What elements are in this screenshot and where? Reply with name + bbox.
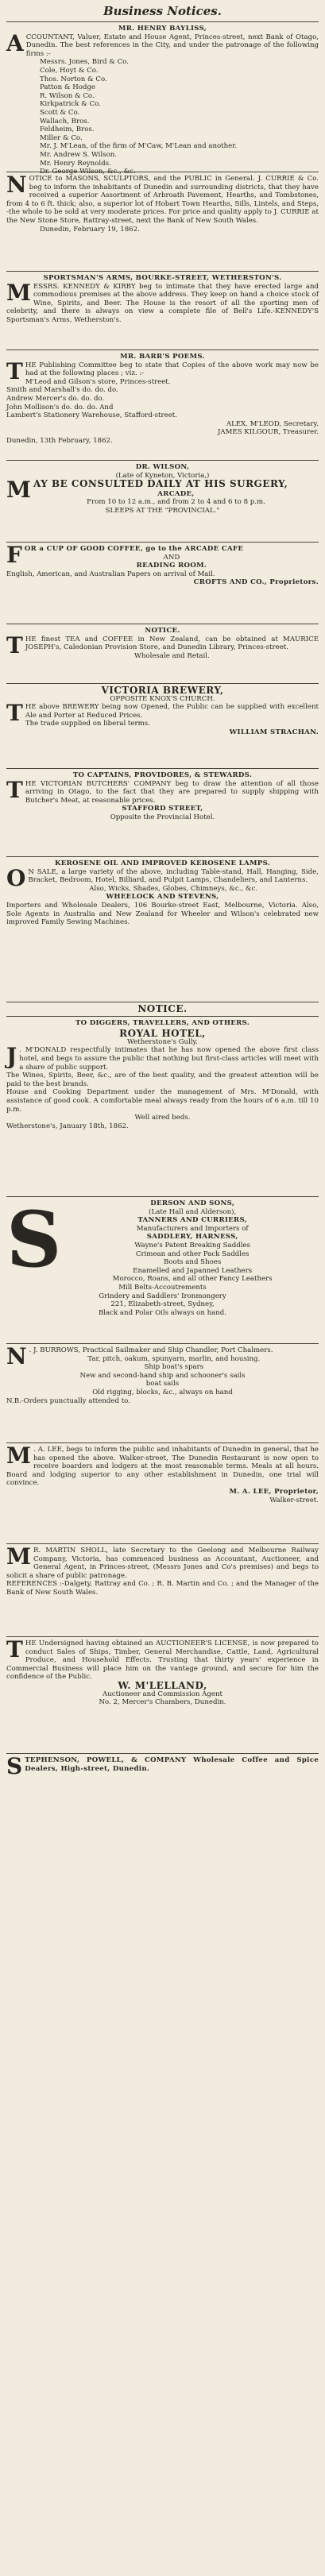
drop-cap: T [6, 700, 23, 727]
ad-hours: From 10 to 12 a.m., and from 2 to 4 and 6 to 8 p.m. [87, 498, 265, 507]
ad-body: HE Undersigned having obtained an AUCTIONEER'S LICENSE, is now prepared to conduct Sales of Ships, Timber, General Merchandise, Cattle, Land, Agricultural Produce, and Household Effects. Trusting that thirty years' experience in Commercial Business will place him on the vantage ground, and secure for him the confidence of the Public. [6, 1639, 319, 1682]
ad-body: OR a CUP OF GOOD COFFEE, go to the ARCADE CAFE [24, 545, 244, 553]
ad-list: Also, Wicks, Shades, Globes, Chimneys, &c., &c. [89, 884, 258, 893]
ad-burrows [6, 1343, 319, 1440]
divider [6, 21, 319, 22]
ad-references: REFERENCES :-Dalgety, Rattray and Co. ; R. B. Martin and Co. ; and the Manager of the Bank of New South Wales. [6, 1580, 319, 1597]
ad-line: Crimean and other Pack Saddles [135, 1249, 250, 1258]
signatory: W. M'LELLAND, [118, 1679, 207, 1691]
ad-subtitle: OPPOSITE KNOX'S CHURCH. [110, 694, 215, 703]
drop-cap: M [6, 1442, 31, 1469]
drop-cap: M [6, 477, 31, 504]
ad-location: No. 2, Mercer's Chambers, Dunedin. [99, 1698, 226, 1707]
list-item: boat sails [145, 1380, 180, 1388]
ad-victoria-brewery [6, 686, 319, 766]
ad-text: English, American, and Australian Papers on arrival of Mail. [6, 570, 215, 578]
ad-body: AY BE CONSULTED DAILY AT HIS SURGERY, [33, 478, 288, 490]
ad-place: ARCADE, [157, 489, 195, 498]
ad-body: . J. BURROWS, Practical Sailmaker and Ship Chandler, Port Chalmers. [29, 1346, 273, 1354]
divider [6, 1343, 319, 1344]
reference-list [6, 58, 319, 176]
ad-tea-coffee [6, 627, 319, 681]
ad-subtitle: Auctioneer and Commission Agent [103, 1690, 222, 1698]
section-header: Business Notices. [103, 4, 222, 18]
list-item: Lambert's Stationery Warehouse, Stafford-street. [6, 411, 177, 420]
drop-cap: J [6, 1043, 17, 1070]
ad-date: Dunedin, 13th February, 1862. [6, 436, 113, 445]
drop-cap: A [6, 29, 24, 56]
signatory: M. A. LEE, Proprietor, [229, 1487, 319, 1496]
reference-item: Dr. George Wilson, &c., &c. [40, 168, 136, 176]
reference-item: Cole, Hoyt & Co. [40, 66, 99, 75]
hotel-name: ROYAL HOTEL, [119, 1028, 206, 1040]
reference-item: Mr. Henry Reynolds. [40, 159, 111, 168]
reference-item: Messrs. Jones, Bird & Co. [40, 58, 129, 67]
divider [6, 271, 319, 272]
list-item: John Mollison's do. do. do. And [6, 403, 114, 411]
ad-body: HE finest TEA and COFFEE in New Zealand, can be obtained at MAURICE JOSEPH's, Caledonian Provision Store, and Dunedin Library, Princes-street. [25, 635, 319, 652]
ad-bayliss [6, 25, 319, 176]
reference-item: Thos. Norton & Co. [40, 75, 107, 83]
ad-line: Mill Belts-Accoutrements [118, 1283, 207, 1292]
reference-item: Kirkpatrick & Co. [40, 100, 101, 109]
ad-body: . M'DONALD respectfully intimates that he has now opened the above first class hotel, and begs to assure the public that nothing but first-class articles will meet with a share of public support. [19, 1046, 319, 1072]
drop-cap: M [6, 1543, 31, 1570]
signatory: JAMES KILGOUR, Treasurer. [217, 428, 319, 437]
drop-cap: T [6, 631, 23, 658]
ad-title: NOTICE. [145, 627, 180, 635]
ad-date: Wetherstone's, January 18th, 1862. [6, 1122, 129, 1130]
signatory: WILLIAM STRACHAN. [229, 728, 319, 736]
drop-cap: S [6, 1195, 62, 1284]
reference-item: Mr. J. M'Lean, of the firm of M'Caw, M'Lean and another. [40, 142, 238, 151]
reference-item: Wallach, Bros. [40, 117, 90, 126]
ad-sportsmans-arms [6, 274, 319, 347]
drop-cap: N [6, 1343, 27, 1369]
divider [6, 1543, 319, 1544]
ad-date: Dunedin, February 19, 1862. [40, 225, 140, 234]
ad-body: . A. LEE, begs to inform the public and inhabitants of Dunedin in general, that he has opened the above. Walker-street, The Dunedin Restaurant is now open to receive boarders and lodgers at the most reasonable terms. Meals at all hours. Board and lodging superior to any other establishment in Dunedin, one trial will convince. [6, 1446, 319, 1488]
ad-alderson-sons [6, 1195, 319, 1341]
reference-item: Scott & Co. [40, 108, 80, 117]
reference-item: Feldheim, Bros. [40, 126, 95, 134]
ad-arcade-cafe [6, 542, 319, 621]
drop-cap: S [6, 1753, 23, 1779]
signatory: WHEELOCK AND STEVENS, [106, 893, 219, 902]
divider [6, 1016, 319, 1017]
ad-dr-wilson [6, 463, 319, 539]
ad-line: Manufacturers and Importers of [136, 1224, 249, 1233]
ad-line: Morocco, Roans, and all other Fancy Leathers [112, 1275, 273, 1284]
stockist-list [6, 378, 319, 437]
ad-line: (Late Hall and Alderson), [149, 1207, 237, 1216]
ad-line: Wayne's Patent Breaking Saddles [134, 1241, 250, 1249]
divider [6, 1753, 319, 1754]
drop-cap: M [6, 279, 31, 306]
ad-place: STAFFORD STREET, [122, 805, 203, 813]
list-item: New and second-hand ship and schooner's sails [79, 1371, 246, 1380]
ad-title: DERSON AND SONS, [150, 1199, 235, 1207]
ad-body: ESSRS. KENNEDY & KIRBY beg to intimate that they have erected large and commodious premises at the above address. They keep on hand a choice stock of Wine, Spirits, and Beer. The House is the resort of all the sporting men of celebrity, and there is always on view a complete file of Bell's Life.-KENNEDY'S Sportsman's Arms, Wetherston's. [6, 282, 319, 324]
ad-barr-poems [6, 353, 319, 458]
divider [6, 460, 319, 461]
ad-lee-restaurant [6, 1442, 319, 1541]
ad-subtitle: TO DIGGERS, TRAVELLERS, AND OTHERS. [75, 1018, 250, 1027]
ad-location: Walker-street. [269, 1496, 319, 1504]
ad-title: SPORTSMAN'S ARMS, BOURKE-STREET, WETHERSTON'S. [43, 274, 282, 282]
list-item: Smith and Marshall's do. do. do. [6, 386, 118, 395]
ad-line: TANNERS AND CURRIERS, [137, 1216, 247, 1225]
ad-body: CCOUNTANT, Valuer, Estate and House Agent, Princes-street, next Bank of Otago, Dunedin. The best references in the City, and under the patronage of the following firms :- [25, 33, 319, 58]
ad-tail: The trade supplied on liberal terms. [25, 720, 150, 728]
list-item: M'Leod and Gilson's store, Princes-street. [25, 377, 171, 386]
ad-body: OTICE to MASONS, SCULPTORS, and the PUBLIC in General. J. CURRIE & Co. beg to inform the inhabitants of Dunedin and surrounding districts, that they have received a superior Assortment of Arbroath Pavement, Hearths, and Tombstones, from 4 to 6 ft. thick; also, a superior lot of Hobart Town Hearths, Sills, Lintels, and Steps, -the whole to be sold at very moderate prices. For price and quality apply to J. CURRIE at the New Stone Store, Rattray-street, next the Bank of New South Wales. [6, 175, 319, 225]
ad-subtitle: (Late of Kyneton, Victoria,) [115, 471, 210, 480]
reference-item: Patton & Hodge [40, 83, 96, 92]
ad-place: READING ROOM. [136, 562, 207, 570]
ad-location: Wetherstone's Gully. [127, 1037, 198, 1046]
ad-line: Black and Polar Oils always on hand. [98, 1308, 227, 1317]
ad-line: 221, Elizabeth-street, Sydney, [110, 1300, 215, 1309]
ad-body: TEPHENSON, POWELL, & COMPANY Wholesale Coffee and Spice Dealers, High-street, Dunedin. [25, 1756, 319, 1773]
reference-item: R. Wilson & Co. [40, 91, 95, 100]
ad-tail: Wholesale and Retail. [134, 651, 210, 660]
ad-line: Grindery and Saddlers' Ironmongery [99, 1292, 226, 1300]
ad-title: MR. BARR'S POEMS. [120, 353, 205, 361]
ad-title: NOTICE. [137, 1003, 188, 1014]
ad-line: SADDLERY, HARNESS, [146, 1233, 238, 1242]
divider [6, 542, 319, 543]
drop-cap: F [6, 542, 22, 568]
signatory: ALEX. M'LEOD, Secretary. [226, 419, 319, 428]
ad-victorian-butchers [6, 771, 319, 854]
drop-cap: T [6, 1636, 23, 1663]
drop-cap: O [6, 864, 26, 891]
ad-stephenson-powell [6, 1753, 319, 1791]
list-item: Andrew Mercer's do. do. do. [6, 394, 105, 403]
divider [6, 1636, 319, 1637]
drop-cap: T [6, 357, 23, 384]
divider [6, 856, 319, 857]
ad-conjunction: AND [163, 553, 180, 562]
ad-location: Opposite the Provincial Hotel. [110, 813, 215, 821]
ad-note: N.B.-Orders punctually attended to. [6, 1396, 130, 1405]
ad-note: Well aired beds. [134, 1114, 191, 1122]
divider [6, 1442, 319, 1443]
divider [6, 683, 319, 684]
ad-body: HE Publishing Committee beg to state that Copies of the above work may now be had at the following places ; viz. :- [25, 361, 319, 378]
ad-royal-hotel [6, 1005, 319, 1194]
ad-body: HE VICTORIAN BUTCHERS' COMPANY beg to draw the attention of all those arriving in Otago, to the fact that they are prepared to supply shipping with Butcher's Meat, at reasonable prices. [25, 779, 319, 805]
reference-item: Miller & Co. [40, 133, 83, 142]
drop-cap: N [6, 172, 27, 198]
signatory: CROFTS AND CO., Proprietors. [193, 578, 319, 587]
ad-body: R. MARTIN SHOLL, late Secretary to the Geelong and Melbourne Railway Company, Victoria, has commenced business as Accountant, Auctioneer, and General Agent, in Princes-street, (Messrs Jones and Co's premises) and begs to solicit a share of public patronage. [6, 1547, 319, 1580]
ad-line: Boots and Shoes [164, 1258, 222, 1267]
ad-note: SLEEPS AT THE "PROVINCIAL." [105, 506, 220, 515]
ad-text: The Wines, Spirits, Beer, &c., are of the best quality, and the greatest attention will be paid to the best brands. [6, 1072, 319, 1088]
list-item: Tar, pitch, oakum, spunyarn, marlin, and housing. [87, 1354, 261, 1363]
ad-mlelland [6, 1636, 319, 1751]
reference-item: Mr. Andrew S. Wilson. [40, 150, 118, 159]
ad-title: DR. WILSON, [135, 463, 190, 471]
drop-cap: T [6, 776, 23, 803]
ad-body: HE above BREWERY being now Opened, the Public can be supplied with excellent Ale and Porter at Reduced Prices. [25, 703, 319, 720]
divider [6, 768, 319, 769]
ad-text: Importers and Wholesale Dealers, 106 Bourke-street East, Melbourne, Victoria. Also, Sole Agents in Australia and New Zealand for Wheeler and Wilson's celebrated new improved Family Sewing Machines. [6, 901, 319, 927]
list-item: Ship boat's spars [144, 1363, 204, 1372]
ad-martin-sholl [6, 1543, 319, 1634]
ad-title: VICTORIA BREWERY, [101, 685, 224, 696]
ad-title: TO CAPTAINS, PROVIDORES, & STEWARDS. [72, 771, 253, 779]
ad-kerosene [6, 859, 319, 999]
ad-title: KEROSENE OIL AND IMPROVED KEROSENE LAMPS. [54, 859, 271, 867]
list-item: Old rigging, blocks, &c., always on hand [92, 1388, 233, 1396]
ad-body: N SALE, a large variety of the above, including Table-stand, Hall, Hanging, Side, Bracket, Bedroom, Hotel, Billiard, and Pulpit Lamps, Chandeliers, and Lanterns. [28, 867, 319, 885]
ad-title: MR. HENRY BAYLISS, [118, 25, 207, 33]
ad-line: Enamelled and Japanned Leathers [133, 1266, 253, 1275]
ad-text: House and Cooking Department under the management of Mrs. M'Donald, with assistance of good cook. A comfortable meal always ready from the hours of 6 a.m. till 10 p.m. [6, 1088, 319, 1114]
